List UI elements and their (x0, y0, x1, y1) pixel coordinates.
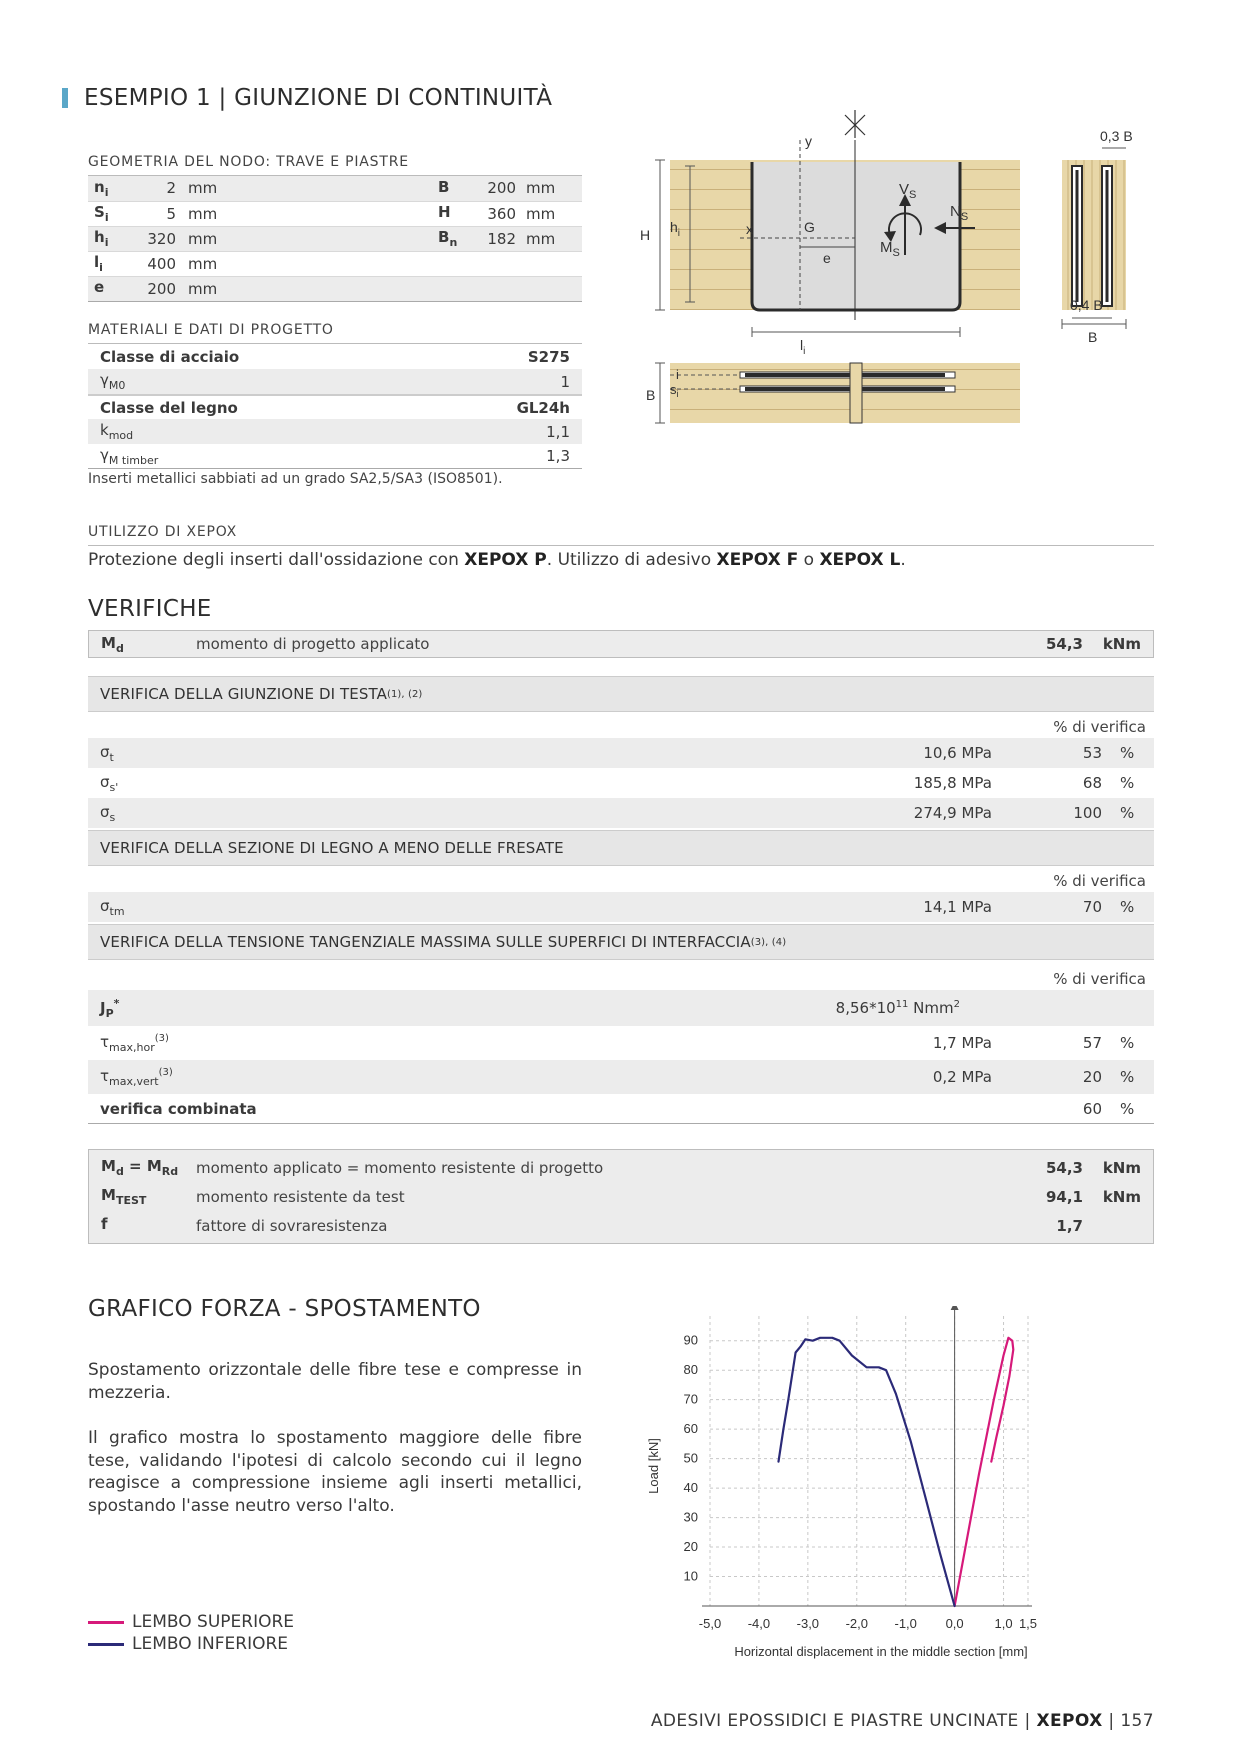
gamma-m-timber-row (88, 444, 582, 469)
gamma-m0-row (88, 369, 582, 394)
tau-hor-value: 1,7 MPa (932, 1034, 992, 1052)
summary-row (89, 1211, 1153, 1240)
legend-item (88, 1611, 294, 1633)
summary-unit: kNm (1102, 1187, 1141, 1206)
legend-swatch (88, 1643, 124, 1646)
verification-value: 185,8 MPa (913, 774, 992, 792)
gamma-m0-value: 1 (560, 372, 570, 391)
summary-symbol: $M_d = M_{Rd}$ (101, 1157, 179, 1178)
tau-vert-row (88, 1060, 1154, 1094)
x-tick-label: -1,0 (894, 1616, 917, 1631)
gamma-m0-label: $\gamma_{M0}$ (100, 371, 126, 392)
geo-value: 5 (166, 204, 176, 223)
chart-section-title: GRAFICO FORZA - SPOSTAMENTO (88, 1296, 481, 1322)
y-tick-label: 50 (683, 1450, 698, 1466)
tau-hor-pct-unit: % (1120, 1034, 1135, 1052)
joint-rows (88, 738, 1154, 828)
combined-pct-unit: % (1120, 1099, 1135, 1118)
label-hi-dim: $h_i$ (670, 219, 681, 239)
xepox-text: Protezione degli inserti dall'ossidazione con XEPOX P. Utilizzo di adesivo XEPOX F o XEPOX L. (88, 550, 906, 570)
x-tick-label: -5,0 (698, 1616, 722, 1631)
steel-plate (755, 162, 957, 306)
geometry-row (88, 251, 582, 276)
verification-row (88, 798, 1154, 828)
geo-unit: mm (176, 276, 438, 301)
tau-hor-row (88, 1026, 1154, 1060)
series-line (955, 1338, 1014, 1606)
y-tick-label: 20 (683, 1539, 698, 1555)
geo-symbol: $n_i$ (88, 176, 136, 201)
label-g: G (804, 219, 815, 235)
pct-head-2: % di verifica (1053, 872, 1146, 890)
geo-unit: mm (188, 254, 218, 273)
plan-joint (850, 363, 862, 423)
verification-pct: 70 (1082, 898, 1102, 916)
label-i-plan: i (676, 367, 679, 382)
label-vs: $V_S$ (899, 181, 917, 201)
legend-swatch (88, 1621, 124, 1624)
section-head-shear: VERIFICA DELLA TENSIONE TANGENZIALE MASSIMA SULLE SUPERFICI DI INTERFACCIA (3), (4) (88, 924, 1154, 960)
label-b-cs: B (1088, 329, 1098, 345)
geo-unit-2: mm (526, 204, 556, 223)
jp-row (88, 990, 1154, 1026)
gamma-m-timber-label: $\gamma_{M timber}$ (100, 445, 159, 467)
pct-head-3: % di verifica (1053, 970, 1146, 988)
combined-label: verifica combinata (100, 1099, 257, 1118)
force-displacement-chart (640, 1306, 1160, 1666)
x-tick-label: 0,0 (945, 1616, 964, 1631)
tau-vert-value: 0,2 MPa (932, 1068, 992, 1086)
combined-pct: 60 (1082, 1099, 1102, 1118)
geo-value: 320 (136, 226, 176, 251)
chart-paragraph-1: Spostamento orizzontale delle fibre tese e compresse in mezzeria. (88, 1360, 582, 1403)
materials-note: Inserti metallici sabbiati ad un grado SA2,5/SA3 (ISO8501). (88, 471, 503, 487)
md-row (88, 630, 1154, 658)
xepox-heading: UTILIZZO DI XEPOX (88, 524, 1154, 546)
label-e: e (823, 250, 831, 266)
y-tick-label: 70 (683, 1391, 698, 1407)
verification-pct: 53 (1082, 744, 1102, 762)
page-footer: ADESIVI EPOSSIDICI E PIASTRE UNCINATE | XEPOX | 157 (650, 1711, 1154, 1731)
md-row-box (88, 630, 1154, 658)
label-ms: $M_S$ (880, 239, 900, 259)
geo-symbol-2: H (438, 203, 451, 221)
verification-value: 10,6 MPa (923, 744, 992, 762)
cross-section (1062, 128, 1133, 345)
md-symbol: $M_d$ (101, 633, 124, 655)
verification-symbol: $\sigma_t$ (100, 742, 114, 764)
footer-brand: XEPOX (1036, 1711, 1103, 1731)
steel-class-row (88, 344, 582, 369)
page-title (62, 86, 552, 110)
kmod-value: 1,1 (546, 422, 570, 441)
timber-class-value: GL24h (516, 398, 570, 417)
geo-symbol: $h_i$ (88, 226, 136, 251)
page-title-text: ESEMPIO 1 | GIUNZIONE DI CONTINUITÀ (84, 85, 553, 111)
summary-value: 1,7 (1056, 1216, 1083, 1235)
plan-view (646, 363, 1020, 423)
legend-label: LEMBO INFERIORE (132, 1634, 289, 1654)
geo-unit: mm (176, 226, 438, 251)
y-tick-label: 90 (683, 1332, 698, 1348)
section-head-timber: VERIFICA DELLA SEZIONE DI LEGNO A MENO DELLE FRESATE (88, 830, 1154, 866)
geo-unit-2 (516, 251, 582, 276)
summary-symbol: $M_{TEST}$ (101, 1186, 147, 1207)
tau-hor-pct: 57 (1082, 1034, 1102, 1052)
kmod-label: $k_{mod}$ (100, 421, 134, 442)
xepox-block (88, 524, 1154, 570)
summary-desc: fattore di sovraresistenza (196, 1216, 388, 1235)
legend-label: LEMBO SUPERIORE (132, 1612, 295, 1632)
geometry-row (88, 201, 582, 226)
x-tick-label: 1,5 (1018, 1616, 1038, 1631)
summary-value: 94,1 (1045, 1187, 1083, 1206)
geometry-row (88, 176, 582, 201)
timber-class-label: Classe del legno (100, 398, 238, 417)
geo-unit: mm (188, 204, 218, 223)
geo-symbol-2: $B_n$ (438, 226, 474, 251)
timber-class-row (88, 394, 582, 419)
joint-diagram (600, 110, 1160, 460)
footer-page-number: 157 (1120, 1711, 1154, 1731)
beam-elevation (640, 110, 1020, 357)
md-value: 54,3 (1045, 635, 1083, 653)
summary-value: 54,3 (1045, 1158, 1083, 1177)
geometry-heading: GEOMETRIA DEL NODO: TRAVE E PIASTRE (88, 154, 582, 176)
steel-class-value: S275 (527, 347, 570, 366)
geo-value-2: 360 (487, 204, 516, 223)
geo-value-2: 200 (474, 176, 516, 201)
footer-text: ADESIVI EPOSSIDICI E PIASTRE UNCINATE (650, 1711, 1019, 1731)
verification-pct: 68 (1082, 774, 1102, 792)
geo-unit-2: mm (516, 226, 582, 251)
verification-row (88, 768, 1154, 798)
materials-heading: MATERIALI E DATI DI PROGETTO (88, 322, 582, 344)
geo-symbol-2: B (438, 176, 474, 201)
section-head-joint: VERIFICA DELLA GIUNZIONE DI TESTA (1), (2) (88, 676, 1154, 712)
summary-desc: momento resistente da test (196, 1187, 405, 1206)
geometry-row (88, 226, 582, 251)
summary-desc: momento applicato = momento resistente di progetto (196, 1158, 604, 1177)
chart-legend (88, 1611, 294, 1655)
x-tick-label: -2,0 (845, 1616, 868, 1631)
label-b-plan: B (646, 387, 656, 403)
verification-pct-unit: % (1120, 804, 1135, 822)
md-desc: momento di progetto applicato (196, 635, 430, 653)
verification-pct-unit: % (1120, 774, 1135, 792)
gamma-m-timber-value: 1,3 (546, 447, 570, 465)
verification-symbol: $\sigma_s$ (100, 802, 116, 824)
summary-row (89, 1153, 1153, 1182)
label-ns: $N_S$ (950, 203, 969, 223)
geo-unit-2 (516, 276, 582, 301)
combined-row (88, 1094, 1154, 1124)
geo-value-2: 182 (474, 226, 516, 251)
geo-value: 400 (147, 254, 176, 273)
geo-unit-2: mm (516, 176, 582, 201)
label-h-dim: H (640, 227, 651, 243)
summary-symbol: f (101, 1215, 108, 1233)
verification-symbol: $\sigma_{tm}$ (100, 896, 125, 918)
jp-value: $8,56*10^{11}$ Nmm$^2$ (835, 999, 960, 1017)
geo-symbol: $l_i$ (94, 253, 103, 274)
summary-row (89, 1182, 1153, 1211)
geo-symbol: $S_i$ (94, 203, 109, 224)
verification-pct-unit: % (1120, 898, 1135, 916)
jp-symbol: $J_P^*$ (100, 996, 120, 1020)
y-axis-arrow-icon (951, 1306, 959, 1310)
geometry-row (88, 276, 582, 301)
legend-item (88, 1633, 294, 1655)
verification-symbol: $\sigma_{s'}$ (100, 772, 119, 794)
kmod-row (88, 419, 582, 444)
materials-block (88, 322, 582, 487)
tau-vert-symbol: $\tau_{max,vert}^{(3)}$ (100, 1066, 173, 1088)
label-li: $l_i$ (800, 337, 806, 357)
verification-value: 14,1 MPa (923, 898, 992, 916)
y-tick-label: 80 (683, 1362, 698, 1378)
geo-value-2 (474, 251, 516, 276)
geometry-block (88, 154, 582, 302)
label-si-plan: $s_i$ (670, 382, 679, 399)
tau-hor-symbol: $\tau_{max,hor}^{(3)}$ (100, 1032, 169, 1054)
verification-value: 274,9 MPa (913, 804, 992, 822)
label-x: x (746, 221, 753, 237)
verification-row (88, 892, 1154, 922)
y-tick-label: 40 (683, 1480, 698, 1496)
chart-paragraph-2: Il grafico mostra lo spostamento maggiore delle fibre tese, validando l'ipotesi di calcolo secondo cui il legno reagisce a compressione insieme agli inserti metallici, spostando l'asse neutro verso l'alto. (88, 1428, 582, 1516)
geo-symbol: e (88, 276, 136, 301)
y-tick-label: 10 (683, 1568, 698, 1584)
pct-head-1: % di verifica (1053, 718, 1146, 736)
geo-value-2 (474, 276, 516, 301)
series-line (779, 1338, 955, 1606)
steel-class-label: Classe di acciaio (100, 347, 240, 366)
tau-vert-pct-unit: % (1120, 1068, 1135, 1086)
timber-rows (88, 892, 1154, 922)
label-03b: 0,3 B (1100, 128, 1133, 144)
y-tick-label: 30 (683, 1509, 698, 1525)
verification-row (88, 738, 1154, 768)
label-y: y (805, 133, 812, 149)
geo-symbol-2 (438, 276, 474, 301)
geo-value: 2 (136, 176, 176, 201)
geo-value: 200 (136, 276, 176, 301)
verifiche-title: VERIFICHE (88, 596, 212, 622)
x-axis-label: Horizontal displacement in the middle section [mm] (734, 1644, 1028, 1659)
y-tick-label: 60 (683, 1421, 698, 1437)
geometry-table (88, 176, 582, 302)
verification-tables (88, 676, 1154, 1124)
x-tick-label: -3,0 (796, 1616, 820, 1631)
y-axis-label: Load [kN] (646, 1438, 661, 1494)
x-tick-label: 1,0 (994, 1616, 1013, 1631)
title-marker (62, 88, 68, 108)
verification-pct-unit: % (1120, 744, 1135, 762)
tau-vert-pct: 20 (1082, 1068, 1102, 1086)
x-tick-label: -4,0 (747, 1616, 771, 1631)
md-unit: kNm (1102, 635, 1141, 653)
verification-pct: 100 (1073, 804, 1102, 822)
label-04b: 0,4 B (1070, 297, 1103, 313)
summary-box (88, 1149, 1154, 1244)
geo-symbol-2 (438, 251, 474, 276)
summary-unit: kNm (1102, 1158, 1141, 1177)
geo-unit: mm (176, 176, 438, 201)
